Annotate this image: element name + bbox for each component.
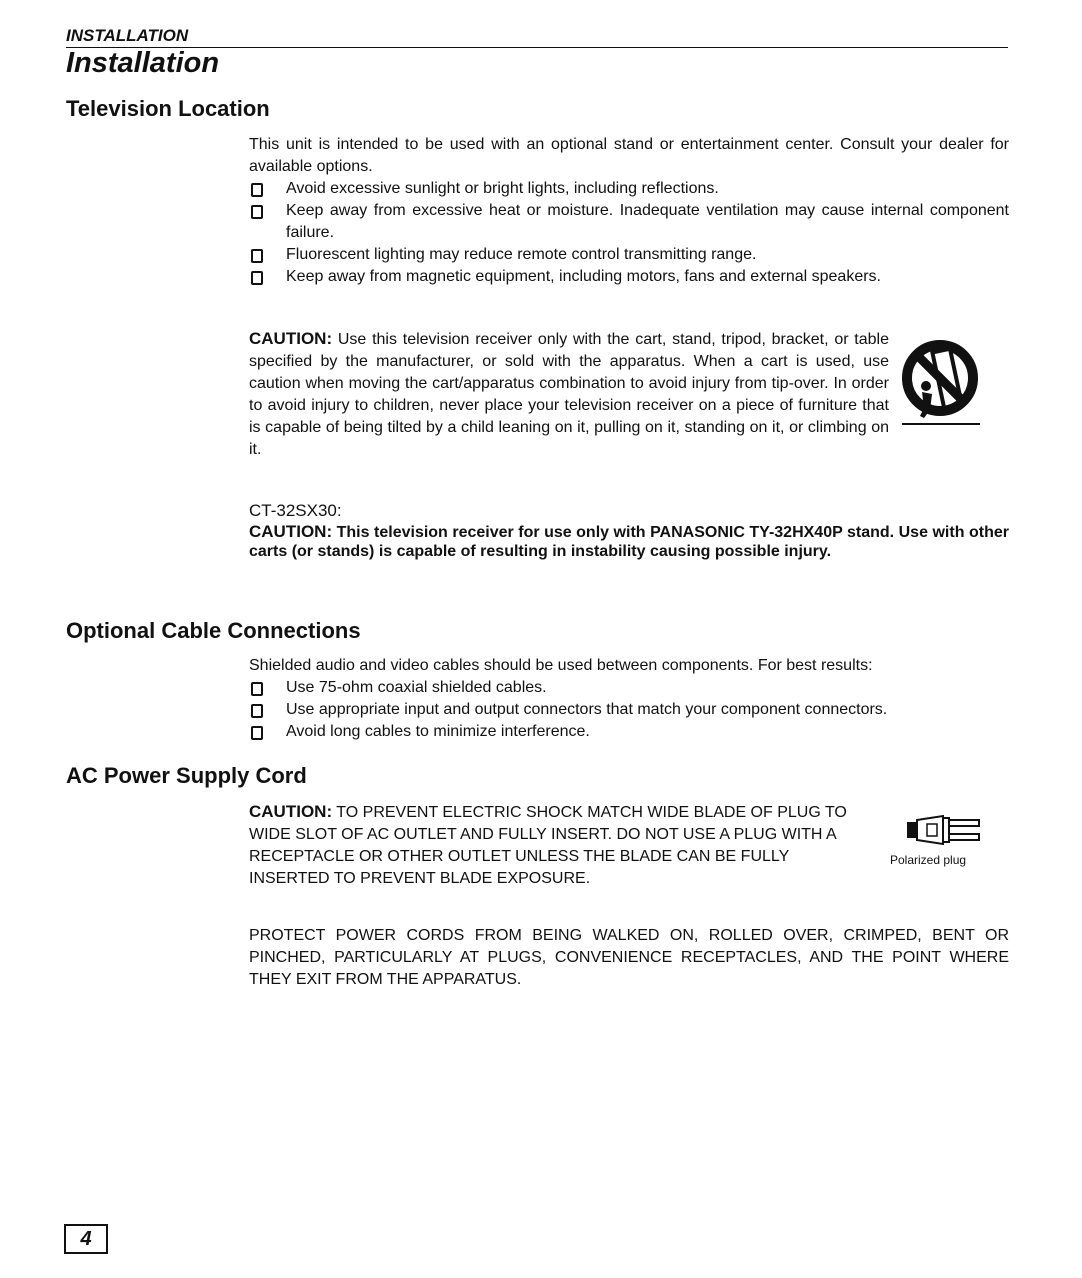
section-heading-cable: Optional Cable Connections <box>66 618 361 643</box>
list-item-text: Avoid long cables to minimize interference. <box>286 723 590 740</box>
page-title: Installation <box>66 47 220 79</box>
list-item <box>249 178 1009 200</box>
caution-text: This television receiver for use only with PANASONIC TY-32HX40P stand. Use with other carts (or stands) is capable of resulting in instability causing possible injury. <box>249 524 1009 560</box>
list-item <box>249 266 1009 288</box>
list-item-text: Fluorescent lighting may reduce remote control transmitting range. <box>286 246 757 263</box>
list-item-text: Use appropriate input and output connectors that match your component connectors. <box>286 701 888 718</box>
model-number: CT-32SX30: <box>249 501 342 520</box>
cable-list <box>249 677 1009 743</box>
plug-caption: Polarized plug <box>890 853 967 867</box>
cart-warning-icon <box>900 338 984 428</box>
section-heading-tv-location: Television Location <box>66 96 270 121</box>
cart-caution <box>249 328 889 461</box>
list-item-text: Avoid excessive sunlight or bright lights, including reflections. <box>286 180 719 197</box>
checkbox-bullet-icon <box>251 682 263 696</box>
polarized-plug-icon <box>903 812 983 848</box>
running-header: INSTALLATION <box>66 26 189 45</box>
checkbox-bullet-icon <box>251 726 263 740</box>
list-item-text: Keep away from excessive heat or moisture. Inadequate ventilation may cause internal component failure. <box>286 202 1009 241</box>
tv-location-body <box>249 134 1009 288</box>
model-caution <box>249 500 1009 561</box>
list-item <box>249 244 1009 266</box>
list-item <box>249 677 1009 699</box>
caution-label: CAUTION: <box>249 802 333 821</box>
list-item <box>249 721 1009 743</box>
cable-intro: Shielded audio and video cables should be used between components. For best results: <box>249 657 873 674</box>
checkbox-bullet-icon <box>251 205 263 219</box>
caution-text: Use this television receiver only with the cart, stand, tripod, bracket, or table specified by the manufacturer, or sold with the apparatus. When a cart is used, use caution when moving the cart/apparatus combination to avoid injury from tip-over. In order to avoid injury to children, never place your television receiver on a piece of furniture that is capable of being tilted by a child leaning on it, pulling on it, standing on it, or climbing on it. <box>249 331 889 458</box>
page-number: 4 <box>64 1224 108 1254</box>
caution-text: TO PREVENT ELECTRIC SHOCK MATCH WIDE BLADE OF PLUG TO WIDE SLOT OF AC OUTLET AND FULLY INSERT. DO NOT USE A PLUG WITH A RECEPTACLE OR OTHER OUTLET UNLESS THE BLADE CAN BE FULLY INSERTED TO PREVENT BLADE EXPOSURE. <box>249 804 847 887</box>
caution-label: CAUTION: <box>249 329 333 348</box>
checkbox-bullet-icon <box>251 271 263 285</box>
protect-cords-text: PROTECT POWER CORDS FROM BEING WALKED ON, ROLLED OVER, CRIMPED, BENT OR PINCHED, PARTICULARLY AT PLUGS, CONVENIENCE RECEPTACLES, AND THE POINT WHERE THEY EXIT FROM THE APPARATUS. <box>249 927 1009 988</box>
list-item-text: Use 75-ohm coaxial shielded cables. <box>286 679 547 696</box>
cable-body <box>249 655 1009 743</box>
list-item <box>249 699 1009 721</box>
power-caution <box>249 801 861 890</box>
tv-location-list <box>249 178 1009 288</box>
checkbox-bullet-icon <box>251 249 263 263</box>
tv-location-intro: This unit is intended to be used with an optional stand or entertainment center. Consult your dealer for available options. <box>249 136 1009 175</box>
checkbox-bullet-icon <box>251 704 263 718</box>
section-heading-power: AC Power Supply Cord <box>66 763 307 788</box>
list-item <box>249 200 1009 244</box>
checkbox-bullet-icon <box>251 183 263 197</box>
list-item-text: Keep away from magnetic equipment, including motors, fans and external speakers. <box>286 268 881 285</box>
caution-label: CAUTION: <box>249 522 333 541</box>
